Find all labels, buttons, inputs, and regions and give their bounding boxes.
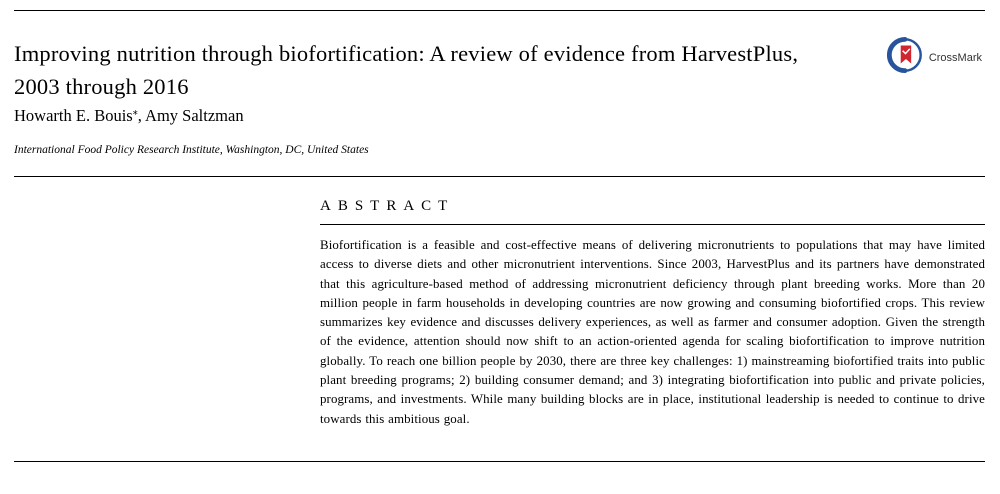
top-rule bbox=[14, 10, 985, 11]
affiliation-line: International Food Policy Research Institute, Washington, DC, United States bbox=[14, 144, 369, 156]
author-separator: , bbox=[137, 106, 146, 125]
abstract-heading-rule bbox=[320, 224, 985, 225]
abstract-paragraph: Biofortification is a feasible and cost-effective means of delivering micronutrients to populations that may have limited access to diverse diets and other micronutrient interventions. Since 2003, HarvestPlus and its partners have demonstrated that this agriculture-based method of addressing micronutrient deficiency through plant breeding works. More than 20 million people in farm households in developing countries are now growing and consuming biofortified crops. This review summarizes key evidence and discusses delivery experiences, as well as farmer and consumer adoption. Given the strength of the evidence, attention should now shift to an action-oriented agenda for scaling biofortification to improve nutrition globally. To reach one billion people by 2030, there are three key challenges: 1) mainstreaming biofortified traits into public plant breeding programs; 2) building consumer demand; and 3) integrating biofortification into public and private policies, programs, and investments. While many building blocks are in place, institutional leadership is needed to continue to drive towards this ambitious goal. bbox=[320, 238, 985, 426]
author-name-1[interactable]: Howarth E. Bouis bbox=[14, 106, 133, 125]
abstract-section bbox=[320, 198, 985, 429]
abstract-heading: ABSTRACT bbox=[320, 198, 455, 214]
author-byline bbox=[14, 106, 244, 126]
crossmark-badge[interactable] bbox=[886, 36, 982, 79]
header-divider-rule bbox=[14, 176, 985, 177]
bottom-rule bbox=[14, 461, 985, 462]
crossmark-icon bbox=[886, 36, 924, 79]
crossmark-label: CrossMark bbox=[928, 51, 982, 64]
article-title: Improving nutrition through biofortification: A review of evidence from HarvestPlus, 2003 through 2016 bbox=[14, 41, 799, 100]
corresponding-author-asterisk[interactable]: ⁎ bbox=[132, 106, 138, 118]
author-name-2[interactable]: Amy Saltzman bbox=[145, 106, 244, 125]
